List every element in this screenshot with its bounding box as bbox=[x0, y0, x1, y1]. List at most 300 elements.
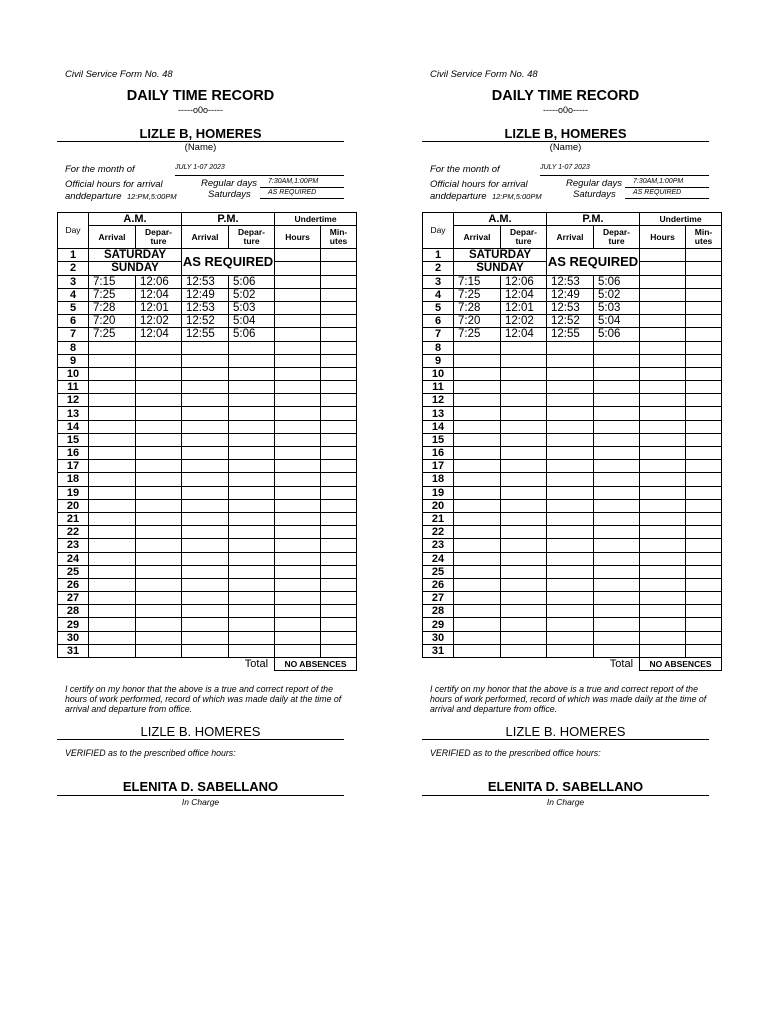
undertime-minutes bbox=[686, 631, 722, 644]
undertime-minutes bbox=[686, 367, 722, 380]
table-row bbox=[58, 301, 357, 314]
am-arrival bbox=[454, 592, 501, 605]
undertime-minutes bbox=[321, 605, 357, 618]
table-row bbox=[423, 301, 722, 314]
saturdays-value: AS REQUIRED bbox=[268, 189, 317, 196]
am-departure bbox=[136, 486, 182, 499]
hours-label-1: Official hours for arrival bbox=[430, 179, 528, 190]
pm-departure: 5:04 bbox=[229, 315, 275, 328]
pm-departure bbox=[594, 539, 640, 552]
am-arrival bbox=[89, 433, 136, 446]
day-number: 17 bbox=[423, 460, 454, 473]
pm-departure-header: Depar- ture bbox=[229, 226, 275, 249]
am-arrival bbox=[454, 433, 501, 446]
saturdays-underline bbox=[260, 198, 344, 199]
am-departure bbox=[501, 433, 547, 446]
day-number: 17 bbox=[58, 460, 89, 473]
pm-arrival: 12:52 bbox=[182, 315, 229, 328]
undertime-minutes bbox=[686, 512, 722, 525]
table-row bbox=[58, 565, 357, 578]
day-number: 2 bbox=[58, 262, 89, 275]
am-arrival bbox=[89, 367, 136, 380]
table-row bbox=[423, 486, 722, 499]
undertime-hours bbox=[275, 592, 321, 605]
am-arrival bbox=[89, 539, 136, 552]
day-number: 16 bbox=[423, 447, 454, 460]
am-departure bbox=[136, 367, 182, 380]
table-row bbox=[58, 486, 357, 499]
table-row bbox=[58, 499, 357, 512]
pm-departure bbox=[594, 460, 640, 473]
pm-arrival bbox=[182, 592, 229, 605]
minutes-header: Min- utes bbox=[321, 226, 357, 249]
signature-line bbox=[57, 739, 344, 740]
pm-departure: 5:02 bbox=[229, 288, 275, 301]
undertime-minutes bbox=[321, 565, 357, 578]
month-label: For the month of bbox=[65, 164, 135, 175]
table-row bbox=[58, 578, 357, 591]
undertime-minutes bbox=[686, 644, 722, 657]
pm-departure bbox=[229, 578, 275, 591]
undertime-hours bbox=[275, 328, 321, 341]
pm-departure bbox=[229, 420, 275, 433]
am-header: A.M. bbox=[454, 213, 547, 226]
undertime-hours bbox=[275, 407, 321, 420]
total-spacer bbox=[423, 658, 547, 671]
am-arrival bbox=[454, 420, 501, 433]
am-arrival bbox=[454, 486, 501, 499]
undertime-minutes bbox=[321, 354, 357, 367]
pm-arrival bbox=[547, 486, 594, 499]
pm-departure bbox=[229, 354, 275, 367]
table-row bbox=[423, 288, 722, 301]
pm-arrival bbox=[547, 605, 594, 618]
am-departure bbox=[136, 447, 182, 460]
am-arrival bbox=[454, 644, 501, 657]
am-arrival bbox=[89, 381, 136, 394]
pm-arrival bbox=[547, 381, 594, 394]
table-row bbox=[58, 433, 357, 446]
pm-arrival-header: Arrival bbox=[182, 226, 229, 249]
undertime-minutes bbox=[686, 565, 722, 578]
table-row bbox=[423, 539, 722, 552]
undertime-minutes bbox=[321, 288, 357, 301]
undertime-header: Undertime bbox=[275, 213, 357, 226]
am-arrival bbox=[89, 644, 136, 657]
as-required-note: AS REQUIRED bbox=[547, 249, 640, 275]
pm-departure bbox=[229, 394, 275, 407]
day-number: 3 bbox=[58, 275, 89, 288]
pm-arrival bbox=[547, 592, 594, 605]
pm-departure bbox=[229, 473, 275, 486]
name-caption: (Name) bbox=[549, 142, 582, 153]
am-departure bbox=[136, 539, 182, 552]
am-departure bbox=[136, 433, 182, 446]
undertime-hours bbox=[640, 460, 686, 473]
table-row bbox=[58, 420, 357, 433]
am-arrival bbox=[89, 605, 136, 618]
day-number: 27 bbox=[58, 592, 89, 605]
day-number: 15 bbox=[423, 433, 454, 446]
regular-days-label: Regular days bbox=[566, 178, 622, 189]
am-departure bbox=[136, 618, 182, 631]
pm-arrival: 12:53 bbox=[182, 301, 229, 314]
day-number: 8 bbox=[423, 341, 454, 354]
in-charge-label: In Charge bbox=[181, 797, 220, 807]
undertime-minutes bbox=[321, 539, 357, 552]
undertime-minutes bbox=[321, 407, 357, 420]
undertime-hours bbox=[640, 367, 686, 380]
am-departure bbox=[501, 526, 547, 539]
day-number: 30 bbox=[423, 631, 454, 644]
minutes-header: Min- utes bbox=[686, 226, 722, 249]
pm-departure bbox=[594, 486, 640, 499]
undertime-minutes bbox=[321, 631, 357, 644]
am-departure bbox=[136, 631, 182, 644]
pm-arrival bbox=[547, 644, 594, 657]
sunday-note: SUNDAY bbox=[454, 262, 547, 275]
day-number: 14 bbox=[58, 420, 89, 433]
am-arrival bbox=[454, 539, 501, 552]
pm-arrival bbox=[182, 354, 229, 367]
pm-arrival bbox=[547, 367, 594, 380]
title-decoration: -----o0o----- bbox=[178, 105, 223, 115]
undertime-minutes bbox=[321, 315, 357, 328]
regular-days-label: Regular days bbox=[201, 178, 257, 189]
am-departure bbox=[136, 512, 182, 525]
day-number: 24 bbox=[423, 552, 454, 565]
table-row bbox=[58, 328, 357, 341]
undertime-hours bbox=[275, 315, 321, 328]
day-number: 10 bbox=[423, 367, 454, 380]
undertime-minutes bbox=[686, 605, 722, 618]
am-departure: 12:04 bbox=[136, 328, 182, 341]
undertime-hours bbox=[640, 526, 686, 539]
am-arrival: 7:25 bbox=[454, 288, 501, 301]
pm-arrival bbox=[182, 552, 229, 565]
table-row bbox=[58, 341, 357, 354]
day-number: 29 bbox=[423, 618, 454, 631]
pm-departure bbox=[229, 618, 275, 631]
day-number: 31 bbox=[58, 644, 89, 657]
am-arrival bbox=[89, 631, 136, 644]
saturdays-value: AS REQUIRED bbox=[633, 189, 682, 196]
day-number: 9 bbox=[58, 354, 89, 367]
undertime-minutes bbox=[686, 315, 722, 328]
undertime-hours bbox=[275, 499, 321, 512]
am-departure bbox=[501, 592, 547, 605]
am-arrival bbox=[454, 499, 501, 512]
day-number: 22 bbox=[58, 526, 89, 539]
pm-departure bbox=[594, 407, 640, 420]
day-number: 11 bbox=[423, 381, 454, 394]
pm-arrival bbox=[182, 460, 229, 473]
undertime-minutes bbox=[321, 433, 357, 446]
undertime-minutes bbox=[686, 328, 722, 341]
pm-arrival-header: Arrival bbox=[547, 226, 594, 249]
am-departure bbox=[501, 367, 547, 380]
pm-arrival bbox=[182, 473, 229, 486]
undertime-minutes bbox=[686, 394, 722, 407]
employee-name: LIZLE B, HOMERES bbox=[139, 126, 262, 141]
undertime-hours bbox=[640, 539, 686, 552]
pm-departure: 5:06 bbox=[229, 275, 275, 288]
pm-arrival bbox=[182, 367, 229, 380]
table-row bbox=[423, 578, 722, 591]
am-departure bbox=[136, 605, 182, 618]
am-arrival: 7:28 bbox=[454, 301, 501, 314]
undertime-header: Undertime bbox=[640, 213, 722, 226]
pm-arrival: 12:52 bbox=[547, 315, 594, 328]
am-arrival bbox=[454, 354, 501, 367]
am-departure bbox=[136, 407, 182, 420]
am-arrival bbox=[89, 512, 136, 525]
pm-departure bbox=[229, 499, 275, 512]
undertime-hours bbox=[640, 644, 686, 657]
day-number: 12 bbox=[423, 394, 454, 407]
am-header: A.M. bbox=[89, 213, 182, 226]
am-arrival bbox=[89, 526, 136, 539]
day-number: 28 bbox=[423, 605, 454, 618]
am-departure: 12:06 bbox=[136, 275, 182, 288]
pm-departure bbox=[229, 552, 275, 565]
undertime-minutes bbox=[686, 262, 722, 275]
day-number: 15 bbox=[58, 433, 89, 446]
pm-arrival bbox=[547, 499, 594, 512]
am-arrival bbox=[454, 447, 501, 460]
am-arrival bbox=[454, 407, 501, 420]
undertime-hours bbox=[275, 381, 321, 394]
am-arrival: 7:28 bbox=[89, 301, 136, 314]
sunday-note: SUNDAY bbox=[89, 262, 182, 275]
undertime-minutes bbox=[321, 341, 357, 354]
regular-days-value: 7:30AM,1:00PM bbox=[633, 178, 684, 185]
day-number: 13 bbox=[58, 407, 89, 420]
am-arrival bbox=[89, 552, 136, 565]
undertime-hours bbox=[640, 512, 686, 525]
undertime-hours bbox=[640, 473, 686, 486]
am-departure bbox=[136, 499, 182, 512]
am-departure-header: Depar- ture bbox=[136, 226, 182, 249]
am-departure bbox=[501, 420, 547, 433]
hours-value: 12:PM,5:00PM bbox=[492, 192, 542, 201]
pm-arrival bbox=[182, 433, 229, 446]
undertime-minutes bbox=[321, 552, 357, 565]
regular-days-underline bbox=[625, 187, 709, 188]
day-number: 31 bbox=[423, 644, 454, 657]
form-number: Civil Service Form No. 48 bbox=[65, 69, 173, 80]
day-number: 21 bbox=[423, 512, 454, 525]
pm-departure: 5:06 bbox=[594, 328, 640, 341]
pm-departure: 5:02 bbox=[594, 288, 640, 301]
undertime-hours bbox=[640, 552, 686, 565]
am-arrival bbox=[89, 354, 136, 367]
undertime-hours bbox=[275, 367, 321, 380]
table-row bbox=[423, 526, 722, 539]
table-row bbox=[423, 618, 722, 631]
am-departure bbox=[501, 460, 547, 473]
am-departure: 12:06 bbox=[501, 275, 547, 288]
form-number: Civil Service Form No. 48 bbox=[430, 69, 538, 80]
total-value: NO ABSENCES bbox=[640, 658, 722, 671]
day-number: 7 bbox=[58, 328, 89, 341]
table-row bbox=[58, 315, 357, 328]
pm-departure bbox=[594, 644, 640, 657]
time-record-table bbox=[57, 212, 357, 671]
signer-name: LIZLE B. HOMERES bbox=[505, 724, 626, 739]
table-row bbox=[423, 249, 722, 262]
pm-header: P.M. bbox=[547, 213, 640, 226]
undertime-minutes bbox=[321, 644, 357, 657]
day-number: 16 bbox=[58, 447, 89, 460]
pm-arrival bbox=[182, 447, 229, 460]
in-charge-name: ELENITA D. SABELLANO bbox=[122, 779, 279, 794]
undertime-hours bbox=[640, 328, 686, 341]
am-departure bbox=[136, 394, 182, 407]
signer-name: LIZLE B. HOMERES bbox=[140, 724, 261, 739]
undertime-minutes bbox=[686, 618, 722, 631]
undertime-minutes bbox=[321, 420, 357, 433]
undertime-hours bbox=[275, 460, 321, 473]
undertime-minutes bbox=[321, 473, 357, 486]
am-departure bbox=[501, 354, 547, 367]
pm-arrival bbox=[547, 473, 594, 486]
undertime-minutes bbox=[686, 552, 722, 565]
table-row bbox=[423, 644, 722, 657]
undertime-hours bbox=[640, 394, 686, 407]
undertime-hours bbox=[275, 301, 321, 314]
undertime-hours bbox=[640, 249, 686, 262]
table-row bbox=[423, 499, 722, 512]
pm-departure bbox=[229, 367, 275, 380]
day-number: 5 bbox=[58, 301, 89, 314]
am-departure bbox=[501, 381, 547, 394]
regular-days-underline bbox=[260, 187, 344, 188]
day-number: 4 bbox=[423, 288, 454, 301]
undertime-minutes bbox=[321, 262, 357, 275]
in-charge-label: In Charge bbox=[546, 797, 585, 807]
pm-departure bbox=[594, 565, 640, 578]
am-departure bbox=[501, 631, 547, 644]
am-departure bbox=[136, 473, 182, 486]
day-number: 18 bbox=[58, 473, 89, 486]
form-title: DAILY TIME RECORD bbox=[491, 88, 640, 104]
pm-arrival bbox=[547, 631, 594, 644]
day-number: 4 bbox=[58, 288, 89, 301]
pm-arrival bbox=[182, 644, 229, 657]
table-row bbox=[58, 512, 357, 525]
am-arrival bbox=[454, 605, 501, 618]
pm-departure bbox=[594, 394, 640, 407]
undertime-hours bbox=[275, 433, 321, 446]
verified-label: VERIFIED as to the prescribed office hours: bbox=[430, 748, 601, 758]
table-row bbox=[58, 460, 357, 473]
am-departure bbox=[136, 592, 182, 605]
undertime-minutes bbox=[686, 407, 722, 420]
pm-departure-header: Depar- ture bbox=[594, 226, 640, 249]
am-arrival bbox=[454, 578, 501, 591]
am-arrival-header: Arrival bbox=[454, 226, 501, 249]
am-arrival: 7:15 bbox=[89, 275, 136, 288]
day-number: 23 bbox=[58, 539, 89, 552]
am-departure bbox=[501, 618, 547, 631]
day-header: Day bbox=[423, 213, 454, 249]
pm-arrival: 12:53 bbox=[547, 301, 594, 314]
am-arrival bbox=[454, 381, 501, 394]
pm-header: P.M. bbox=[182, 213, 275, 226]
am-arrival bbox=[454, 367, 501, 380]
pm-arrival bbox=[547, 512, 594, 525]
pm-arrival bbox=[547, 354, 594, 367]
pm-departure: 5:04 bbox=[594, 315, 640, 328]
am-arrival bbox=[89, 486, 136, 499]
am-departure bbox=[501, 578, 547, 591]
day-number: 30 bbox=[58, 631, 89, 644]
pm-departure bbox=[594, 381, 640, 394]
am-departure bbox=[136, 381, 182, 394]
day-number: 25 bbox=[423, 565, 454, 578]
am-arrival bbox=[454, 552, 501, 565]
total-value: NO ABSENCES bbox=[275, 658, 357, 671]
hours-header: Hours bbox=[640, 226, 686, 249]
am-departure: 12:01 bbox=[136, 301, 182, 314]
undertime-minutes bbox=[686, 499, 722, 512]
pm-departure: 5:06 bbox=[594, 275, 640, 288]
day-number: 13 bbox=[423, 407, 454, 420]
undertime-hours bbox=[275, 249, 321, 262]
day-number: 7 bbox=[423, 328, 454, 341]
table-row bbox=[58, 288, 357, 301]
undertime-hours bbox=[275, 526, 321, 539]
undertime-minutes bbox=[686, 592, 722, 605]
undertime-minutes bbox=[321, 526, 357, 539]
day-number: 19 bbox=[58, 486, 89, 499]
pm-departure bbox=[229, 526, 275, 539]
undertime-minutes bbox=[321, 499, 357, 512]
in-charge-line bbox=[57, 795, 344, 796]
am-arrival bbox=[454, 631, 501, 644]
pm-departure: 5:06 bbox=[229, 328, 275, 341]
month-value: JULY 1-07 2023 bbox=[540, 164, 590, 171]
undertime-hours bbox=[640, 381, 686, 394]
pm-departure bbox=[229, 341, 275, 354]
verified-label: VERIFIED as to the prescribed office hours: bbox=[65, 748, 236, 758]
pm-arrival: 12:53 bbox=[547, 275, 594, 288]
am-arrival-header: Arrival bbox=[89, 226, 136, 249]
am-departure bbox=[501, 341, 547, 354]
pm-arrival: 12:53 bbox=[182, 275, 229, 288]
pm-departure bbox=[229, 460, 275, 473]
day-number: 9 bbox=[423, 354, 454, 367]
undertime-hours bbox=[275, 539, 321, 552]
undertime-hours bbox=[640, 447, 686, 460]
table-row bbox=[58, 394, 357, 407]
day-number: 1 bbox=[58, 249, 89, 262]
pm-departure bbox=[594, 420, 640, 433]
table-row bbox=[423, 473, 722, 486]
undertime-minutes bbox=[321, 592, 357, 605]
month-value: JULY 1-07 2023 bbox=[175, 164, 225, 171]
undertime-hours bbox=[640, 301, 686, 314]
pm-arrival bbox=[182, 526, 229, 539]
day-number: 28 bbox=[58, 605, 89, 618]
table-row bbox=[423, 315, 722, 328]
am-arrival bbox=[454, 526, 501, 539]
pm-departure bbox=[594, 512, 640, 525]
pm-departure bbox=[594, 341, 640, 354]
am-departure bbox=[136, 552, 182, 565]
day-number: 3 bbox=[423, 275, 454, 288]
